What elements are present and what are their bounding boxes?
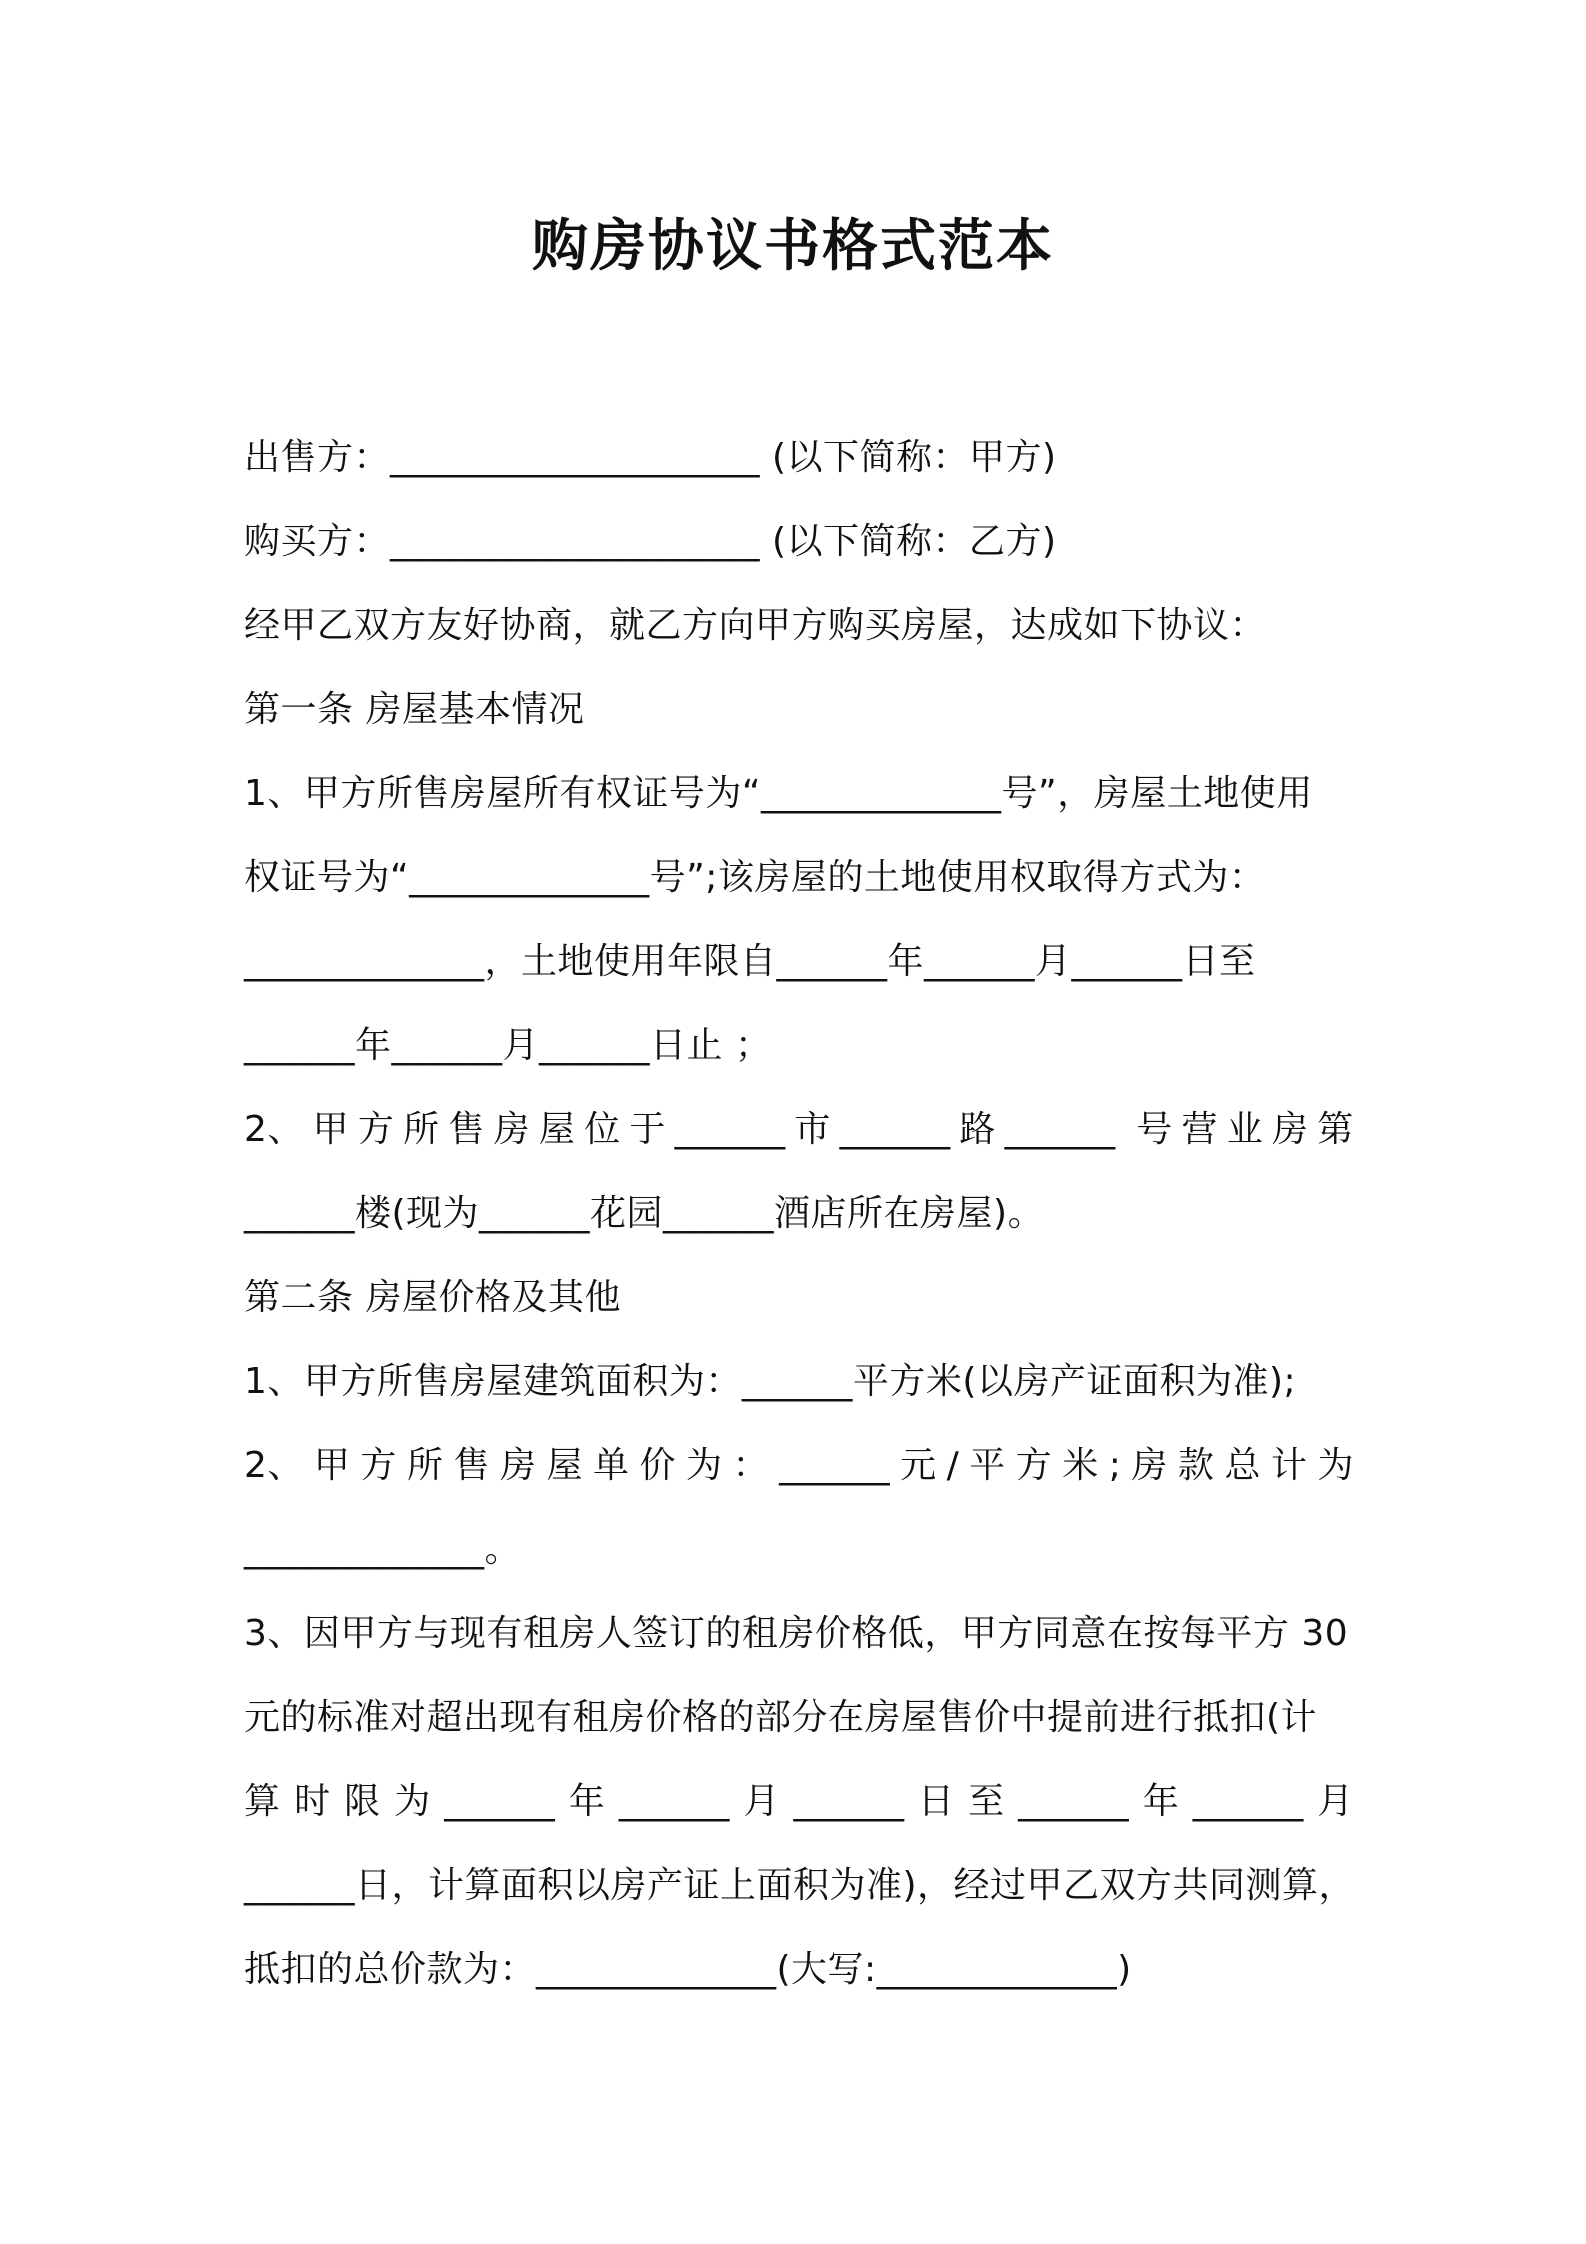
text-segment: 房 — [1131, 1445, 1168, 1486]
blank-field: ______ — [674, 1109, 786, 1150]
text-segment: 总 — [1224, 1445, 1261, 1486]
blank-field: ______ — [1192, 1781, 1304, 1822]
clause-1-1-line-4: ______年______月______日止 ； — [244, 1025, 772, 1066]
text-segment: 位 — [584, 1109, 621, 1150]
text-segment: 方 — [357, 1109, 395, 1150]
text-segment: 2、 — [244, 1109, 304, 1150]
text-segment: ; — [1108, 1445, 1122, 1486]
text-segment: 2、 — [244, 1445, 304, 1486]
text-segment: 米 — [1062, 1445, 1099, 1486]
text-segment: 房 — [499, 1445, 537, 1486]
clause-1-1-line-2: 权证号为“_____________号”;该房屋的土地使用权取得方式为： — [244, 857, 1266, 898]
blank-field: ______ — [793, 1781, 905, 1822]
clause-1-1-line-3: _____________，土地使用年限自______年______月______日至 — [244, 941, 1256, 982]
text-segment: 第 — [1317, 1109, 1354, 1150]
text-segment: 为 — [686, 1445, 723, 1486]
seller-line: 出售方：____________________ (以下简称：甲方) — [244, 437, 1057, 478]
text-segment: 所 — [403, 1109, 440, 1150]
text-segment: / — [946, 1445, 960, 1486]
text-segment: 于 — [629, 1109, 666, 1150]
text-segment: 所 — [406, 1445, 444, 1486]
blank-field: ______ — [839, 1109, 951, 1150]
clause-1-2-line-1 — [244, 1106, 1354, 1154]
preamble-line: 经甲乙双方友好协商，就乙方向甲方购买房屋，达成如下协议： — [244, 605, 1267, 646]
text-segment: 方 — [360, 1445, 397, 1486]
text-segment: 业 — [1226, 1109, 1264, 1150]
blank-field: ______ — [779, 1445, 891, 1486]
text-segment: 限 — [344, 1781, 381, 1822]
clause-2-3-line-4: ______日，计算面积以房产证上面积为准)，经过甲乙双方共同测算， — [244, 1865, 1356, 1906]
document-title: 购房协议书格式范本 — [532, 214, 1054, 279]
text-segment: 屋 — [538, 1109, 576, 1150]
blank-field: ______ — [1018, 1781, 1130, 1822]
blank-field: ______ — [618, 1781, 730, 1822]
text-segment: 年 — [568, 1781, 606, 1822]
text-segment: 营 — [1181, 1109, 1219, 1150]
text-segment: 月 — [1317, 1781, 1354, 1822]
clause-2-2-line-2: _____________。 — [244, 1529, 521, 1570]
text-segment: 年 — [1142, 1781, 1180, 1822]
text-segment: 元 — [900, 1445, 937, 1486]
clause-1-1-line-1: 1、甲方所售房屋所有权证号为“_____________号”，房屋土地使用 — [244, 773, 1313, 814]
article-2-heading: 第二条 房屋价格及其他 — [244, 1277, 621, 1318]
text-segment: 时 — [294, 1781, 331, 1822]
text-segment: 甲 — [312, 1109, 350, 1150]
blank-field: ______ — [444, 1781, 556, 1822]
text-segment: 售 — [453, 1445, 490, 1486]
clause-2-1-line: 1、甲方所售房屋建筑面积为：______平方米(以房产证面积为准); — [244, 1361, 1297, 1402]
text-segment: 路 — [959, 1109, 996, 1150]
text-segment: 至 — [968, 1781, 1005, 1822]
text-segment: 为 — [1317, 1445, 1354, 1486]
clause-2-3-line-1: 3、因甲方与现有租房人签订的租房价格低，甲方同意在按每平方 30 — [244, 1613, 1349, 1654]
text-segment: 算 — [244, 1781, 281, 1822]
text-segment: 售 — [448, 1109, 485, 1150]
text-segment: 款 — [1177, 1445, 1215, 1486]
text-segment: ： — [732, 1445, 770, 1486]
text-segment: 房 — [493, 1109, 531, 1150]
text-segment: 单 — [593, 1445, 630, 1486]
clause-2-3-line-2: 元的标准对超出现有租房价格的部分在房屋售价中提前进行抵扣(计 — [244, 1697, 1318, 1738]
clause-2-2-line-1 — [244, 1442, 1354, 1490]
article-1-heading: 第一条 房屋基本情况 — [244, 689, 585, 730]
buyer-line: 购买方：____________________ (以下简称：乙方) — [244, 521, 1057, 562]
text-segment: 日 — [918, 1781, 955, 1822]
text-segment: 为 — [394, 1781, 431, 1822]
text-segment: 房 — [1272, 1109, 1309, 1150]
text-segment: 甲 — [313, 1445, 351, 1486]
text-segment: 月 — [743, 1781, 780, 1822]
text-segment: 号 — [1136, 1109, 1173, 1150]
text-segment: 价 — [639, 1445, 677, 1486]
text-segment: 方 — [1015, 1445, 1053, 1486]
clause-1-2-line-2: ______楼(现为______花园______酒店所在房屋)。 — [244, 1193, 1045, 1234]
clause-2-3-line-5: 抵扣的总价款为：_____________(大写:_____________) — [244, 1949, 1132, 1990]
text-segment: 屋 — [546, 1445, 583, 1486]
blank-field: ______ — [1004, 1109, 1128, 1150]
clause-2-3-line-3 — [244, 1778, 1354, 1826]
text-segment: 平 — [969, 1445, 1006, 1486]
text-segment: 市 — [794, 1109, 831, 1150]
text-segment: 计 — [1270, 1445, 1308, 1486]
